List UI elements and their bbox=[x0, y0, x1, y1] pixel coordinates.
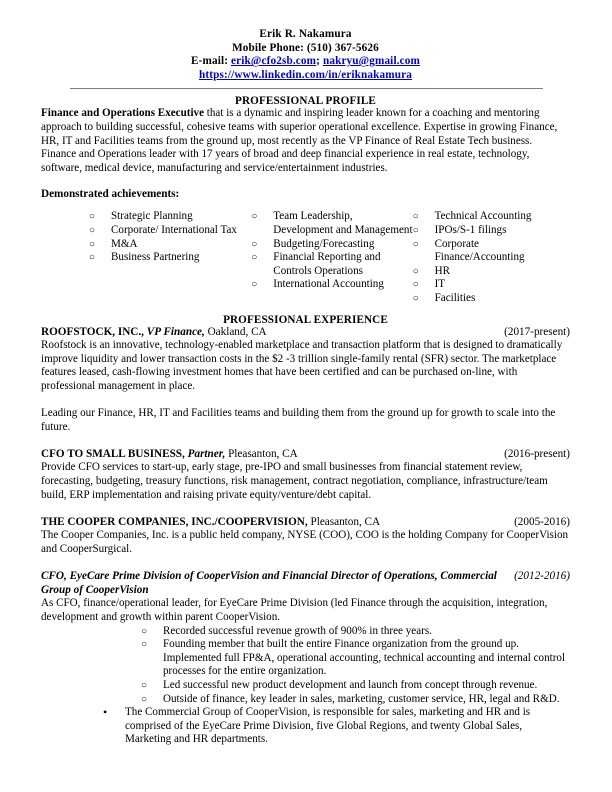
job-company: ROOFSTOCK, INC., bbox=[41, 325, 144, 338]
list-item bbox=[413, 278, 570, 292]
email-line bbox=[41, 55, 570, 69]
circle-marker-icon: ○ bbox=[89, 211, 96, 223]
list-item bbox=[89, 251, 251, 265]
subrole-header bbox=[41, 570, 570, 597]
linkedin-link[interactable]: https://www.linkedin.com/in/eriknakamura bbox=[198, 68, 412, 81]
contact-header bbox=[41, 0, 570, 82]
list-item-label: Budgeting/Forecasting bbox=[273, 237, 375, 250]
profile-lead-bold: Finance and Operations Executive bbox=[41, 107, 205, 120]
job-title-line bbox=[41, 326, 504, 340]
circle-marker-icon: ○ bbox=[89, 224, 96, 236]
achievements-list-2 bbox=[251, 210, 412, 292]
disc-marker-icon: • bbox=[103, 704, 108, 719]
commercial-group-bullet-list bbox=[41, 706, 570, 747]
list-item-label: International Accounting bbox=[273, 278, 384, 291]
circle-marker-icon: ○ bbox=[89, 252, 96, 264]
list-item-label: Corporate Finance/Accounting bbox=[434, 237, 525, 264]
circle-marker-icon: ○ bbox=[141, 679, 148, 691]
achievements-column-1 bbox=[89, 210, 251, 305]
job-header-roofstock bbox=[41, 326, 570, 340]
candidate-name: Erik R. Nakamura bbox=[259, 28, 352, 40]
list-item bbox=[251, 238, 412, 252]
job-extra-roofstock: Leading our Finance, HR, IT and Facilities teams and building them from the ground up for growth to scale into the future. bbox=[41, 407, 556, 433]
list-item bbox=[413, 292, 570, 306]
subrole-dates: (2012-2016) bbox=[514, 570, 570, 583]
achievements-columns bbox=[41, 210, 570, 305]
job-role: VP Finance, bbox=[146, 325, 205, 338]
job-title-line bbox=[41, 448, 504, 462]
circle-marker-icon: ○ bbox=[89, 238, 96, 250]
list-item-label: Recorded successful revenue growth of 900% in three years. bbox=[163, 624, 432, 637]
job-header-cfo-small-business bbox=[41, 448, 570, 462]
section-title-professional-profile: PROFESSIONAL PROFILE bbox=[235, 95, 376, 108]
job-role: Partner, bbox=[187, 447, 226, 460]
phone-line: Mobile Phone: (510) 367-5626 bbox=[232, 41, 379, 54]
linkedin-line bbox=[41, 69, 570, 83]
circle-marker-icon: ○ bbox=[412, 279, 419, 291]
profile-paragraph bbox=[41, 107, 570, 175]
list-item bbox=[89, 224, 251, 238]
spacer bbox=[41, 557, 570, 571]
job-dates: (2016-present) bbox=[504, 447, 570, 460]
job-title-line bbox=[41, 516, 514, 530]
list-item bbox=[89, 238, 251, 252]
list-item-label: IT bbox=[434, 278, 446, 291]
subrole-title: CFO, EyeCare Prime Division of CooperVision and Financial Director of Operations, Commercial Group of CooperVision bbox=[41, 570, 497, 596]
spacer bbox=[41, 393, 570, 407]
list-item bbox=[141, 638, 570, 679]
list-item bbox=[413, 265, 570, 279]
job-company: CFO TO SMALL BUSINESS, bbox=[41, 447, 185, 460]
list-item-label: Led successful new product development and launch from concept through revenue. bbox=[163, 678, 538, 691]
circle-marker-icon: ○ bbox=[412, 224, 419, 236]
list-item-label: Corporate/ International Tax bbox=[111, 223, 237, 236]
list-item-label: The Commercial Group of CooperVision, is responsible for sales, marketing and HR and is comprised of the EyeCare Prime Division, five Global Regions, and twenty Global Sales, Marketing and HR departments. bbox=[125, 706, 531, 746]
achievements-column-2 bbox=[251, 210, 412, 305]
circle-marker-icon: ○ bbox=[412, 292, 419, 304]
email-separator: ; bbox=[316, 55, 320, 68]
email-label: E-mail: bbox=[191, 55, 229, 68]
achievements-column-3 bbox=[413, 210, 570, 305]
job-description-roofstock: Roofstock is an innovative, technology-enabled marketplace and transaction platform that is designed to dramatically improve liquidity and lower transaction costs in the $2 -3 trillion single-family rental (SFR) sector. The marketplace features leased, cash-flowing investment homes that have been certified and can be purchased on-line, with professional management in place. bbox=[41, 339, 563, 392]
job-header-cooper-companies bbox=[41, 516, 570, 530]
list-item bbox=[103, 706, 570, 747]
list-item bbox=[251, 278, 412, 292]
achievements-list-3 bbox=[413, 210, 570, 305]
circle-marker-icon: ○ bbox=[251, 211, 258, 223]
list-item-label: Strategic Planning bbox=[111, 210, 193, 223]
achievements-list-1 bbox=[89, 210, 251, 264]
profile-body-text: that is a dynamic and inspiring leader known for a coaching and mentoring approach to building successful, cohesive teams with superior operational excellence. Expertise in growing Finance, HR, IT and Facilities teams from the ground up, most recently as the VP Finance of Real Estate Tech business. Finance and Operations leader with 17 years of broad and deep financial experience in real estate, technology, software, medical device, manufacturing and service/entertainment industries. bbox=[41, 107, 558, 174]
list-item bbox=[413, 210, 570, 224]
circle-marker-icon: ○ bbox=[251, 238, 258, 250]
list-item-label: Team Leadership, Development and Management bbox=[273, 210, 413, 236]
list-item bbox=[251, 251, 412, 278]
list-item-label: HR bbox=[434, 264, 451, 277]
email-link-secondary[interactable]: nakryu@gmail.com bbox=[322, 55, 420, 68]
circle-marker-icon: ○ bbox=[412, 265, 419, 277]
list-item-label: M&A bbox=[111, 237, 138, 250]
job-dates: (2005-2016) bbox=[514, 515, 570, 528]
circle-marker-icon: ○ bbox=[251, 252, 258, 264]
subrole-bullet-list bbox=[41, 625, 570, 707]
list-item bbox=[141, 693, 570, 707]
list-item bbox=[89, 210, 251, 224]
job-location: Pleasanton, CA bbox=[310, 515, 381, 528]
circle-marker-icon: ○ bbox=[141, 625, 148, 637]
list-item bbox=[141, 625, 570, 639]
job-description-cooper-companies: The Cooper Companies, Inc. is a public held company, NYSE (COO), COO is the holding Company for CooperVision and CooperSurgical. bbox=[41, 529, 569, 555]
header-divider bbox=[70, 88, 543, 89]
list-item-label: Facilities bbox=[434, 291, 476, 304]
list-item-label: IPOs/S-1 filings bbox=[434, 223, 507, 236]
circle-marker-icon: ○ bbox=[141, 693, 148, 705]
achievements-heading: Demonstrated achievements: bbox=[41, 188, 180, 201]
job-dates: (2017-present) bbox=[504, 325, 570, 338]
circle-marker-icon: ○ bbox=[141, 639, 148, 651]
job-location: Oakland, CA bbox=[207, 325, 267, 338]
list-item-label: Business Partnering bbox=[111, 251, 200, 264]
job-company: THE COOPER COMPANIES, INC./COOPERVISION, bbox=[41, 515, 308, 528]
job-location: Pleasanton, CA bbox=[228, 447, 298, 460]
list-item bbox=[251, 210, 412, 237]
circle-marker-icon: ○ bbox=[412, 211, 419, 223]
list-item-label: Outside of finance, key leader in sales, marketing, customer service, HR, legal and R&D. bbox=[163, 692, 560, 705]
header-divider-wrap bbox=[41, 82, 570, 89]
list-item bbox=[413, 238, 570, 265]
list-item-label: Financial Reporting and Controls Operations bbox=[273, 251, 381, 277]
circle-marker-icon: ○ bbox=[251, 279, 258, 291]
section-title-professional-experience: PROFESSIONAL EXPERIENCE bbox=[223, 313, 388, 326]
list-item-label: Technical Accounting bbox=[434, 210, 532, 223]
list-item-label: Founding member that built the entire Finance organization from the ground up. Implemented full FP&A, operational accounting, technical accounting and internal control processes for the entire organization. bbox=[163, 638, 566, 678]
circle-marker-icon: ○ bbox=[412, 238, 419, 250]
job-description-cfo-small-business: Provide CFO services to start-up, early stage, pre-IPO and small businesses from financial statement review, forecasting, budgeting, treasury functions, risk management, contract negotiation, compliance, infrastructure/team build, ERP implementation and raising private equity/venture/debt capital. bbox=[41, 461, 548, 501]
spacer bbox=[41, 434, 570, 448]
list-item bbox=[141, 679, 570, 693]
spacer bbox=[41, 502, 570, 516]
email-link-primary[interactable]: erik@cfo2sb.com bbox=[231, 55, 317, 68]
subrole-intro: As CFO, finance/operational leader, for EyeCare Prime Division (led Finance through the acquisition, integration, development and growth within parent CooperVision. bbox=[41, 597, 548, 623]
list-item bbox=[413, 224, 570, 238]
